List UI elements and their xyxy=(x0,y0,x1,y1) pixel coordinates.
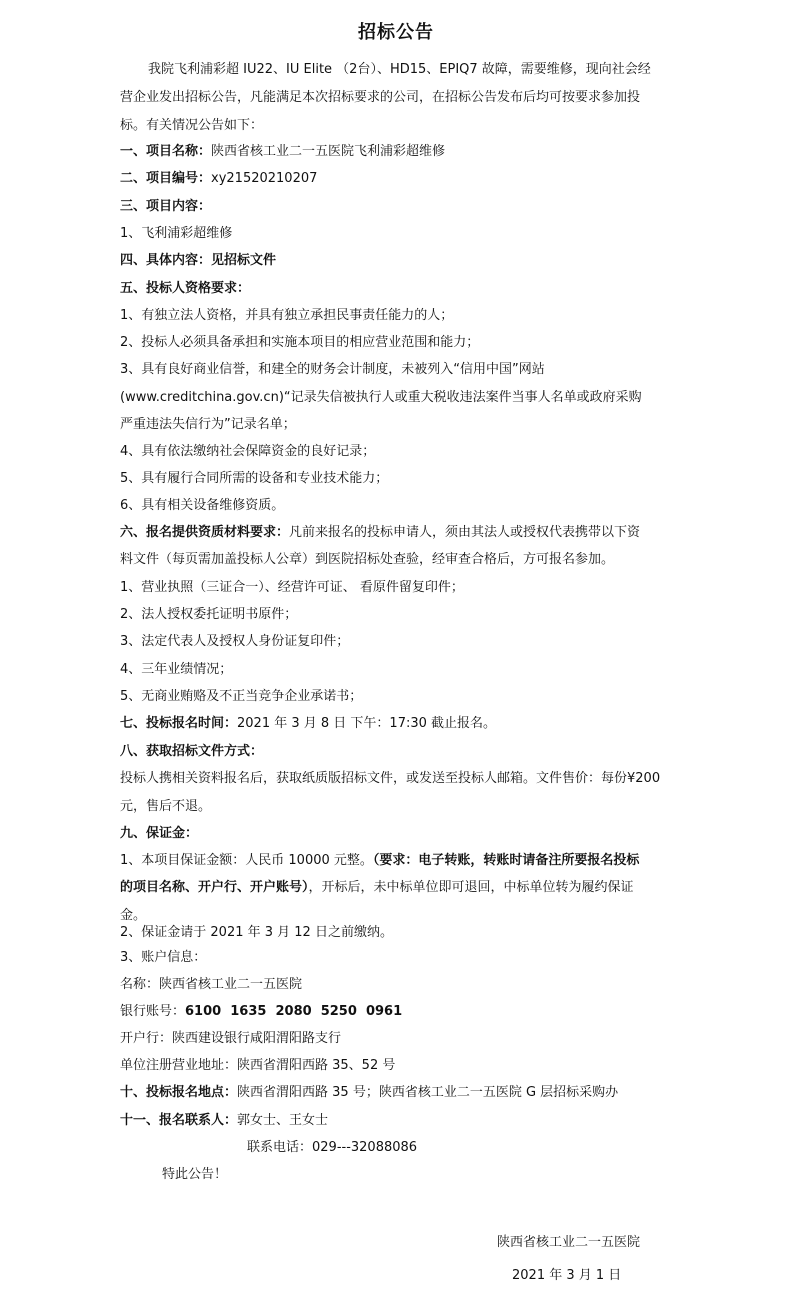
section-registration-location xyxy=(120,1081,618,1100)
section-heading: 九、保证金： xyxy=(120,826,199,841)
registered-address: 单位注册营业地址：陕西省渭阳西路 35、52 号 xyxy=(120,1058,396,1073)
project-number: xy21520210207 xyxy=(211,171,318,186)
closing-text: 特此公告！ xyxy=(162,1167,228,1182)
list-item: 5、无商业贿赂及不正当竞争企业承诺书； xyxy=(120,689,363,704)
account-name-label: 名称： xyxy=(120,977,160,992)
bank-account-label: 银行账号： xyxy=(120,1004,186,1019)
list-item: 4、具有依法缴纳社会保障资金的良好记录； xyxy=(120,444,376,459)
section-registration-time xyxy=(120,712,496,731)
deposit-deadline: 2、保证金请于 2021 年 3 月 12 日之前缴纳。 xyxy=(120,925,393,940)
list-item: 4、三年业绩情况； xyxy=(120,662,233,677)
list-item: 1、有独立法人资格，并具有独立承担民事责任能力的人； xyxy=(120,308,454,323)
paragraph-text: 投标人携相关资料报名后，获取纸质版招标文件，或发送至投标人邮箱。文件售价：每份¥200 xyxy=(120,771,661,786)
signature-date: 2021 年 3 月 1 日 xyxy=(512,1268,622,1283)
intro-line: 我院飞利浦彩超 IU22、IU Elite （2台）、HD15、EPIQ7 故障，需要维修，现向社会经 xyxy=(148,62,651,77)
section-project-number xyxy=(120,167,317,186)
contact-phone: 联系电话：029---32088086 xyxy=(247,1140,418,1155)
section-heading: 四、具体内容：见招标文件 xyxy=(120,253,277,268)
section-heading: 七、投标报名时间： xyxy=(120,716,238,731)
registration-location: 陕西省渭阳西路 35 号；陕西省核工业二一五医院 G 层招标采购办 xyxy=(237,1085,619,1100)
list-item: 3、法定代表人及授权人身份证复印件； xyxy=(120,634,350,649)
registration-time: 2021 年 3 月 8 日 下午：17:30 截止报名。 xyxy=(237,716,497,731)
deposit-amount: 1、本项目保证金额：人民币 10000 元整。 xyxy=(120,853,373,868)
deposit-line xyxy=(120,876,634,895)
section-heading: 三、项目内容： xyxy=(120,199,212,214)
list-item: 3、具有良好商业信誉，和建全的财务会计制度，未被列入“信用中国”网站 xyxy=(120,362,545,377)
section-heading: 一、项目名称： xyxy=(120,144,212,159)
bank-name: 开户行：陕西建设银行咸阳渭阳路支行 xyxy=(120,1031,342,1046)
list-item: (www.creditchina.gov.cn)“记录失信被执行人或重大税收违法案件当事人名单或政府采购 xyxy=(120,390,642,405)
page-title: 招标公告 xyxy=(358,22,434,43)
account-info-label: 3、账户信息： xyxy=(120,950,207,965)
list-item: 2、投标人必须具备承担和实施本项目的相应营业范围和能力； xyxy=(120,335,480,350)
list-item: 5、具有履行合同所需的设备和专业技术能力； xyxy=(120,471,389,486)
list-item: 1、飞利浦彩超维修 xyxy=(120,226,233,241)
section-heading: 十一、报名联系人： xyxy=(120,1113,238,1128)
deposit-requirement: （要求：电子转账，转账时请备注所要报名投标 xyxy=(372,853,640,868)
section-heading: 八、获取招标文件方式： xyxy=(120,744,264,759)
deposit-requirement: 的项目名称、开户行、开户账号） xyxy=(120,880,309,895)
deposit-line xyxy=(120,849,639,868)
bank-account xyxy=(120,1000,402,1019)
list-item: 严重违法失信行为”记录名单； xyxy=(120,417,296,432)
intro-line: 营企业发出招标公告，凡能满足本次招标要求的公司，在招标公告发布后均可按要求参加投 xyxy=(120,90,641,105)
section-heading: 十、投标报名地点： xyxy=(120,1085,238,1100)
section-materials xyxy=(120,521,640,540)
account-name xyxy=(120,973,302,992)
intro-line: 标。有关情况公告如下： xyxy=(120,118,264,133)
deposit-refund-text: ，开标后，未中标单位即可退回，中标单位转为履约保证 xyxy=(308,880,634,895)
contact-names: 郭女士、王女士 xyxy=(237,1113,329,1128)
signature-org: 陕西省核工业二一五医院 xyxy=(497,1235,641,1250)
section-heading: 六、报名提供资质材料要求： xyxy=(120,525,290,540)
list-item: 1、营业执照（三证合一）、经营许可证、 看原件留复印件； xyxy=(120,580,464,595)
section-heading: 五、投标人资格要求： xyxy=(120,281,251,296)
paragraph-text: 料文件（每页需加盖投标人公章）到医院招标处查验，经审查合格后，方可报名参加。 xyxy=(120,552,615,567)
list-item: 2、法人授权委托证明书原件； xyxy=(120,607,298,622)
list-item: 6、具有相关设备维修资质。 xyxy=(120,498,285,513)
paragraph-text: 元，售后不退。 xyxy=(120,799,212,814)
project-name: 陕西省核工业二一五医院飞利浦彩超维修 xyxy=(211,144,446,159)
section-heading: 二、项目编号： xyxy=(120,171,212,186)
paragraph-text: 凡前来报名的投标申请人，须由其法人或授权代表携带以下资 xyxy=(289,525,641,540)
section-contact xyxy=(120,1109,328,1128)
deposit-line: 金。 xyxy=(120,908,147,923)
bank-account-number: 6100 1635 2080 5250 0961 xyxy=(185,1004,403,1019)
account-name-value: 陕西省核工业二一五医院 xyxy=(159,977,303,992)
section-project-name xyxy=(120,140,445,159)
